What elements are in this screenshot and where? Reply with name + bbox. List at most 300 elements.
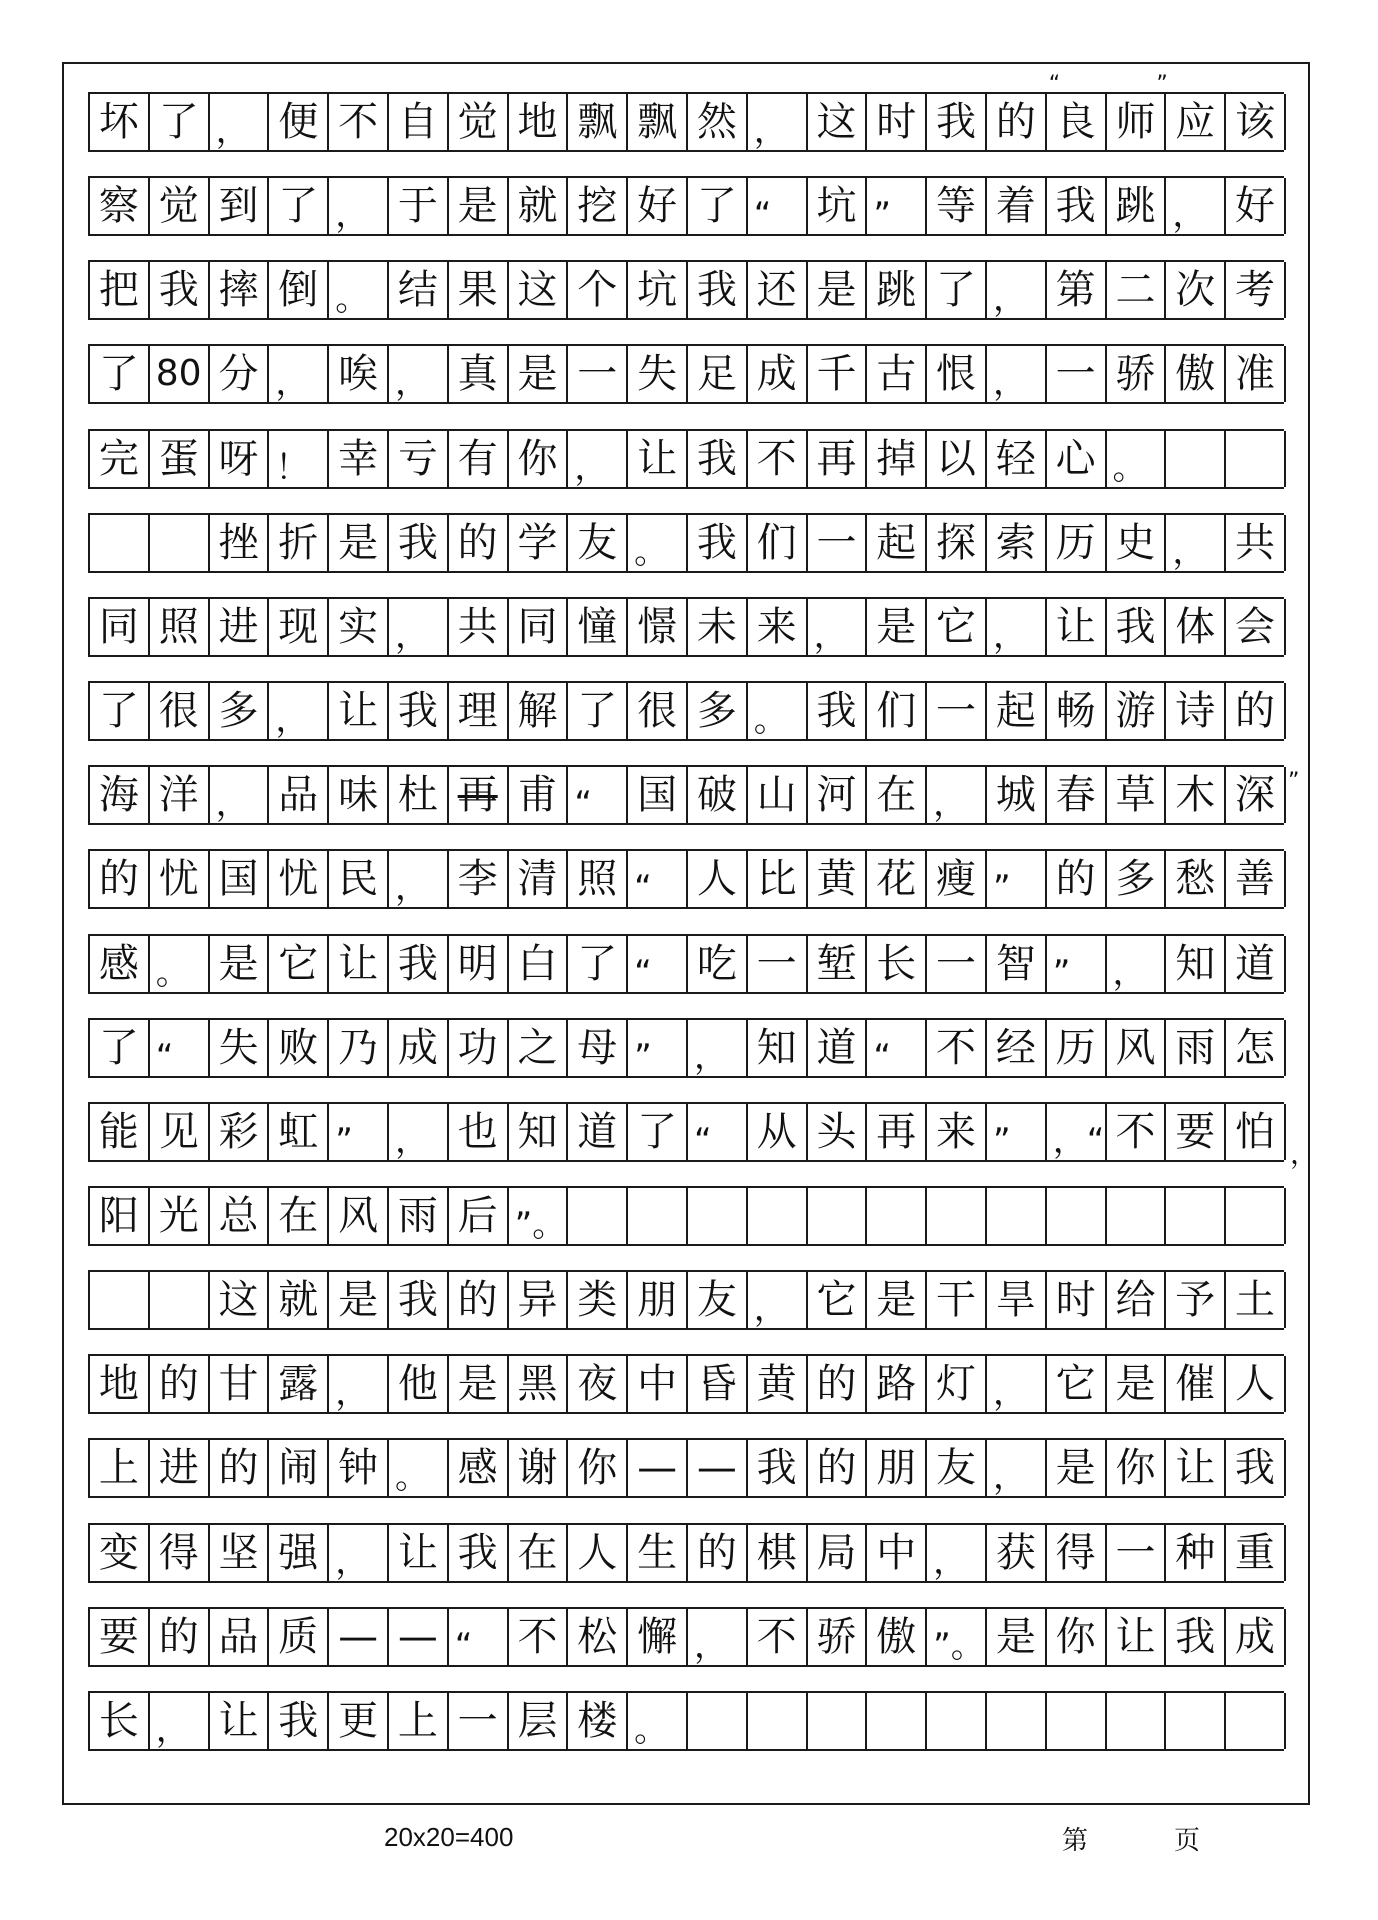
grid-cell: 城 (987, 767, 1047, 823)
grid-cell: 自 (389, 94, 449, 150)
grid-cell: 让 (1166, 1440, 1226, 1496)
grid-cell: 呀 (210, 431, 270, 487)
grid-cell: 掉 (867, 431, 927, 487)
grid-cell: 坚 (210, 1525, 270, 1581)
grid-cell: 长 (90, 1693, 150, 1749)
grid-cell: ， (269, 683, 329, 739)
grid-cell: 是 (867, 599, 927, 655)
grid-cell: 的 (150, 1356, 210, 1412)
grid-cell: 感 (90, 936, 150, 992)
grid-cell: 的 (808, 1356, 868, 1412)
grid-cell: 多 (1107, 851, 1167, 907)
grid-cell: 你 (568, 1440, 628, 1496)
grid-cell: ， (389, 1104, 449, 1160)
grid-cell: 应 (1166, 94, 1226, 150)
grid-cell: 让 (210, 1693, 270, 1749)
grid-cell: 给 (1107, 1272, 1167, 1328)
grid-cell: 的 (1047, 851, 1107, 907)
grid-row (88, 1691, 1284, 1751)
grid-cell: 。 (329, 262, 389, 318)
grid-cell-empty (1166, 1188, 1226, 1244)
grid-cell-empty (1226, 431, 1286, 487)
grid-cell: — (389, 1609, 449, 1665)
grid-cell: 黄 (808, 851, 868, 907)
grid-cell: 良 (1047, 94, 1107, 150)
grid-cell: 草 (1107, 767, 1167, 823)
grid-cell: ， (688, 1609, 748, 1665)
grid-row (88, 1102, 1319, 1170)
grid-cell: 不 (329, 94, 389, 150)
grid-cell: 类 (568, 1272, 628, 1328)
grid-cell: 于 (389, 178, 449, 234)
grid-cell: 骄 (808, 1609, 868, 1665)
grid-cell: 黄 (748, 1356, 808, 1412)
grid-cell: 怎 (1226, 1020, 1286, 1076)
grid-cell: “ (628, 936, 688, 992)
grid-cell-empty (987, 1693, 1047, 1749)
grid-cell: 感 (449, 1440, 509, 1496)
grid-cell: 母 (568, 1020, 628, 1076)
grid-cell: 了 (269, 178, 329, 234)
grid-cell: 它 (269, 936, 329, 992)
grid-cell: 憬 (628, 599, 688, 655)
grid-cell: 春 (1047, 767, 1107, 823)
grid-cell: 考 (1226, 262, 1286, 318)
grid-cell: 个 (568, 262, 628, 318)
grid-cell: 就 (269, 1272, 329, 1328)
grid-row (88, 344, 1284, 404)
grid-cell: 很 (150, 683, 210, 739)
grid-cell: 我 (389, 683, 449, 739)
grid-cell: 足 (688, 346, 748, 402)
grid-cell: 甫 (509, 767, 569, 823)
grid-cell: 照 (568, 851, 628, 907)
grid-cell: ， (987, 1356, 1047, 1412)
grid-cell: ， (748, 94, 808, 150)
grid-cell: 幸 (329, 431, 389, 487)
grid-cell: 破 (688, 767, 748, 823)
grid-cell: 虹 (269, 1104, 329, 1160)
grid-cell: ， (1166, 515, 1226, 571)
grid-cell: 露 (269, 1356, 329, 1412)
grid-cell: 现 (269, 599, 329, 655)
grid-cell: 灯 (927, 1356, 987, 1412)
quote-close-mark: ” (1156, 72, 1168, 97)
grid-cell: 长 (867, 936, 927, 992)
grid-cell: 钟 (329, 1440, 389, 1496)
grid-cell: 深 (1226, 767, 1286, 823)
grid-cell: 懈 (628, 1609, 688, 1665)
grid-cell: 的 (987, 94, 1047, 150)
grid-cell: 折 (269, 515, 329, 571)
grid-cell-empty (568, 1188, 628, 1244)
grid-row (88, 72, 1284, 152)
grid-cell: 一 (927, 936, 987, 992)
grid-cell: 来 (927, 1104, 987, 1160)
grid-cell: ， (329, 178, 389, 234)
grid-cell: 山 (748, 767, 808, 823)
grid-cell: 让 (1107, 1609, 1167, 1665)
grid-cell: 河 (808, 767, 868, 823)
grid-cell: 风 (329, 1188, 389, 1244)
grid-cell: 功 (449, 1020, 509, 1076)
grid-cell: 催 (1166, 1356, 1226, 1412)
grid-cell: 品 (210, 1609, 270, 1665)
grid-cell-empty (90, 1272, 150, 1328)
grid-cell: “ (628, 851, 688, 907)
grid-cell: 的 (1226, 683, 1286, 739)
grid-cell: 二 (1107, 262, 1167, 318)
grid-cell: 是 (509, 346, 569, 402)
grid-cell: 乃 (329, 1020, 389, 1076)
grid-cell: 摔 (210, 262, 270, 318)
grid-cell-empty (748, 1693, 808, 1749)
grid-cell: 上 (389, 1693, 449, 1749)
grid-cell: ”。 (509, 1188, 569, 1244)
grid-cell: 失 (210, 1020, 270, 1076)
grid-cell: 该 (1226, 94, 1286, 150)
grid-cell: 很 (628, 683, 688, 739)
grid-cell: 一 (927, 683, 987, 739)
grid-cell: 更 (329, 1693, 389, 1749)
grid-cell: 体 (1166, 599, 1226, 655)
grid-cell-empty (927, 1188, 987, 1244)
grid-cell: 第 (1047, 262, 1107, 318)
grid-cell: 了 (628, 1104, 688, 1160)
grid-cell: 再 (449, 767, 509, 823)
grid-cell: 善 (1226, 851, 1286, 907)
grid-cell: 谢 (509, 1440, 569, 1496)
grid-cell: 品 (269, 767, 329, 823)
grid-cell: 强 (269, 1525, 329, 1581)
grid-cell: 心 (1047, 431, 1107, 487)
grid-cell: 道 (1226, 936, 1286, 992)
grid-cell: 是 (1107, 1356, 1167, 1412)
grid-cell: 真 (449, 346, 509, 402)
grid-cell: 起 (867, 515, 927, 571)
grid-cell: 知 (1166, 936, 1226, 992)
grid-cell-empty (1107, 1188, 1167, 1244)
grid-cell: 一 (748, 936, 808, 992)
grid-cell: 游 (1107, 683, 1167, 739)
grid-cell: 跳 (867, 262, 927, 318)
grid-cell: “ (867, 1020, 927, 1076)
grid-cell: 以 (927, 431, 987, 487)
grid-cell: 我 (1047, 178, 1107, 234)
grid-row (88, 1607, 1284, 1667)
grid-cell: 土 (1226, 1272, 1286, 1328)
grid-cell: 是 (987, 1609, 1047, 1665)
grid-cell: 千 (808, 346, 868, 402)
grid-cell: 得 (150, 1525, 210, 1581)
grid-cell: 80 (150, 346, 210, 402)
grid-cell: 探 (927, 515, 987, 571)
grid-cell: 这 (808, 94, 868, 150)
grid-cell: ， (987, 346, 1047, 402)
grid-row (88, 1438, 1284, 1498)
grid-cell: 的 (449, 1272, 509, 1328)
grid-cell: 一 (808, 515, 868, 571)
grid-cell: 坑 (808, 178, 868, 234)
grid-cell: ” (987, 1104, 1047, 1160)
grid-cell: 了 (568, 936, 628, 992)
grid-cell-empty (987, 1188, 1047, 1244)
grid-cell: 多 (688, 683, 748, 739)
grid-cell: 是 (449, 1356, 509, 1412)
grid-cell: 之 (509, 1020, 569, 1076)
grid-cell-empty (808, 1693, 868, 1749)
grid-cell: 古 (867, 346, 927, 402)
grid-cell: 一 (1107, 1525, 1167, 1581)
grid-cell: 地 (509, 94, 569, 150)
grid-cell: 不 (1107, 1104, 1167, 1160)
grid-cell: 楼 (568, 1693, 628, 1749)
grid-cell: ， (329, 1525, 389, 1581)
grid-cell: 朋 (628, 1272, 688, 1328)
grid-cell: 你 (1107, 1440, 1167, 1496)
grid-row (88, 1186, 1284, 1246)
grid-cell-empty (1166, 1693, 1226, 1749)
grid-cell: 。 (389, 1440, 449, 1496)
grid-cell: 也 (449, 1104, 509, 1160)
grid-cell: 国 (210, 851, 270, 907)
grid-cell: 友 (927, 1440, 987, 1496)
grid-cell: 的 (210, 1440, 270, 1496)
grid-cell: 觉 (150, 178, 210, 234)
grid-cell: “ (688, 1104, 748, 1160)
grid-cell: 分 (210, 346, 270, 402)
grid-cell: 让 (628, 431, 688, 487)
grid-cell: 花 (867, 851, 927, 907)
grid-cell: 学 (509, 515, 569, 571)
grid-cell: 唉 (329, 346, 389, 402)
grid-cell: 是 (867, 1272, 927, 1328)
grid-cell: 是 (808, 262, 868, 318)
grid-cell: 不 (748, 1609, 808, 1665)
grid-cell: 棋 (748, 1525, 808, 1581)
grid-cell: 雨 (1166, 1020, 1226, 1076)
grid-cell: 再 (808, 431, 868, 487)
grid-cell: ， (210, 767, 270, 823)
grid-cell: 在 (509, 1525, 569, 1581)
grid-cell: 我 (389, 936, 449, 992)
grid-cell: 让 (1047, 599, 1107, 655)
grid-cell-empty (1166, 431, 1226, 487)
grid-cell: 黑 (509, 1356, 569, 1412)
grid-cell: 我 (389, 1272, 449, 1328)
grid-cell: 我 (748, 1440, 808, 1496)
grid-cell: 上 (90, 1440, 150, 1496)
grid-cell-empty (688, 1693, 748, 1749)
grid-cell: 便 (269, 94, 329, 150)
grid-cell: 得 (1047, 1525, 1107, 1581)
grid-cell: 傲 (867, 1609, 927, 1665)
grid-cell: 时 (867, 94, 927, 150)
grid-cell: ” (987, 851, 1047, 907)
grid-cell: 结 (389, 262, 449, 318)
grid-cell: ， (927, 1525, 987, 1581)
grid-cell: 友 (688, 1272, 748, 1328)
grid-cell: 我 (1166, 1609, 1226, 1665)
grid-cell: 了 (568, 683, 628, 739)
grid-row (88, 681, 1284, 741)
grid-cell: 夜 (568, 1356, 628, 1412)
grid-cell: 路 (867, 1356, 927, 1412)
grid-cell: 我 (150, 262, 210, 318)
grid-cell: 干 (927, 1272, 987, 1328)
grid-cell: 完 (90, 431, 150, 487)
grid-cell-empty (1047, 1188, 1107, 1244)
grid-cell: ” (628, 1020, 688, 1076)
grid-cell-empty (150, 1272, 210, 1328)
grid-cell: 松 (568, 1609, 628, 1665)
grid-cell: 轻 (987, 431, 1047, 487)
grid-cell: 让 (329, 683, 389, 739)
grid-cell: 我 (449, 1525, 509, 1581)
grid-cell: “ (449, 1609, 509, 1665)
grid-cell: 民 (329, 851, 389, 907)
grid-cell: 了 (927, 262, 987, 318)
grid-cell: 瘦 (927, 851, 987, 907)
grid-cell: 了 (90, 683, 150, 739)
grid-cell: 堑 (808, 936, 868, 992)
grid-cell: 进 (210, 599, 270, 655)
grid-cell: ， (568, 431, 628, 487)
grid-row (88, 176, 1284, 236)
grid-cell: ， (748, 1272, 808, 1328)
grid-cell: 。 (628, 515, 688, 571)
grid-cell: 予 (1166, 1272, 1226, 1328)
grid-row (88, 1270, 1284, 1330)
grid-cell-empty (748, 1188, 808, 1244)
grid-cell: ，“ (1047, 1104, 1107, 1160)
grid-cell-empty (1107, 1693, 1167, 1749)
grid-cell: “ (748, 178, 808, 234)
grid-cell: 进 (150, 1440, 210, 1496)
grid-cell: 坑 (628, 262, 688, 318)
grid-cell: 的 (150, 1609, 210, 1665)
grid-cell: 质 (269, 1609, 329, 1665)
grid-cell: 等 (927, 178, 987, 234)
page-label-suffix: 页 (1174, 1826, 1201, 1856)
grid-cell: 阳 (90, 1188, 150, 1244)
grid-cell: ， (987, 262, 1047, 318)
grid-cell: 然 (688, 94, 748, 150)
grid-cell: 成 (748, 346, 808, 402)
grid-cell: 道 (808, 1020, 868, 1076)
grid-row (88, 1354, 1284, 1414)
grid-cell: ， (688, 1020, 748, 1076)
grid-cell: 他 (389, 1356, 449, 1412)
grid-cell: 吃 (688, 936, 748, 992)
grid-cell: 人 (1226, 1356, 1286, 1412)
grid-cell: 还 (748, 262, 808, 318)
grid-cell: 它 (808, 1272, 868, 1328)
grid-cell: ， (1166, 178, 1226, 234)
grid-cell: 风 (1107, 1020, 1167, 1076)
grid-cell: 我 (688, 262, 748, 318)
grid-cell: 旱 (987, 1272, 1047, 1328)
grid-cell: 失 (628, 346, 688, 402)
grid-cell: 是 (329, 1272, 389, 1328)
grid-cell: 我 (269, 1693, 329, 1749)
grid-cell: 起 (987, 683, 1047, 739)
grid-row (88, 513, 1284, 573)
grid-cell: 不 (509, 1609, 569, 1665)
grid-cell: 地 (90, 1356, 150, 1412)
grid-cell: 总 (210, 1188, 270, 1244)
grid-cell: 成 (1226, 1609, 1286, 1665)
grid-cell: 变 (90, 1525, 150, 1581)
grid-cell: ， (389, 851, 449, 907)
grid-cell: 了 (150, 94, 210, 150)
grid-cell: 了 (688, 178, 748, 234)
grid-cell: 来 (748, 599, 808, 655)
grid-cell: ” (329, 1104, 389, 1160)
grid-cell: 我 (1226, 1440, 1286, 1496)
grid-cell: 明 (449, 936, 509, 992)
grid-cell: ” (1047, 936, 1107, 992)
grid-cell: 你 (1047, 1609, 1107, 1665)
grid-cell: 亏 (389, 431, 449, 487)
grid-cell: 。 (628, 1693, 688, 1749)
grid-cell: 到 (210, 178, 270, 234)
grid-cell: 人 (688, 851, 748, 907)
grid-cell: 的 (808, 1440, 868, 1496)
grid-cell: 。 (1107, 431, 1167, 487)
grid-cell: 的 (90, 851, 150, 907)
grid-cell: 让 (389, 1525, 449, 1581)
grid-cell: 倒 (269, 262, 329, 318)
grid-cell: 我 (389, 515, 449, 571)
grid-cell: 着 (987, 178, 1047, 234)
grid-cell: ， (389, 346, 449, 402)
trailing-comma-mark: ， (1290, 1136, 1319, 1170)
grid-cell: 道 (568, 1104, 628, 1160)
grid-cell: ， (329, 1356, 389, 1412)
grid-cell: 中 (867, 1525, 927, 1581)
grid-cell: 时 (1047, 1272, 1107, 1328)
grid-cell: 把 (90, 262, 150, 318)
grid-cell: 好 (628, 178, 688, 234)
grid-cell: 理 (449, 683, 509, 739)
grid-cell: ， (389, 599, 449, 655)
grid-cell: 甘 (210, 1356, 270, 1412)
grid-cell: 一 (1047, 346, 1107, 402)
grid-cell: 傲 (1166, 346, 1226, 402)
trailing-quote-mark: ” (1288, 769, 1300, 795)
grid-cell: 层 (509, 1693, 569, 1749)
grid-cell: 索 (987, 515, 1047, 571)
grid-cell: 的 (688, 1525, 748, 1581)
grid-row (88, 934, 1284, 994)
grid-cell: 败 (269, 1020, 329, 1076)
grid-cell: 要 (1166, 1104, 1226, 1160)
grid-cell: 会 (1226, 599, 1286, 655)
grid-cell: ， (269, 346, 329, 402)
grid-cell: — (628, 1440, 688, 1496)
grid-cell: 智 (987, 936, 1047, 992)
grid-cell: 获 (987, 1525, 1047, 1581)
grid-cell: 你 (509, 431, 569, 487)
grid-cell: 飘 (628, 94, 688, 150)
grid-cell-empty (688, 1188, 748, 1244)
grid-cell: 了 (90, 346, 150, 402)
grid-cell: 跳 (1107, 178, 1167, 234)
grid-cell: 不 (927, 1020, 987, 1076)
grid-cell: ， (210, 94, 270, 150)
grid-cell: 我 (1107, 599, 1167, 655)
